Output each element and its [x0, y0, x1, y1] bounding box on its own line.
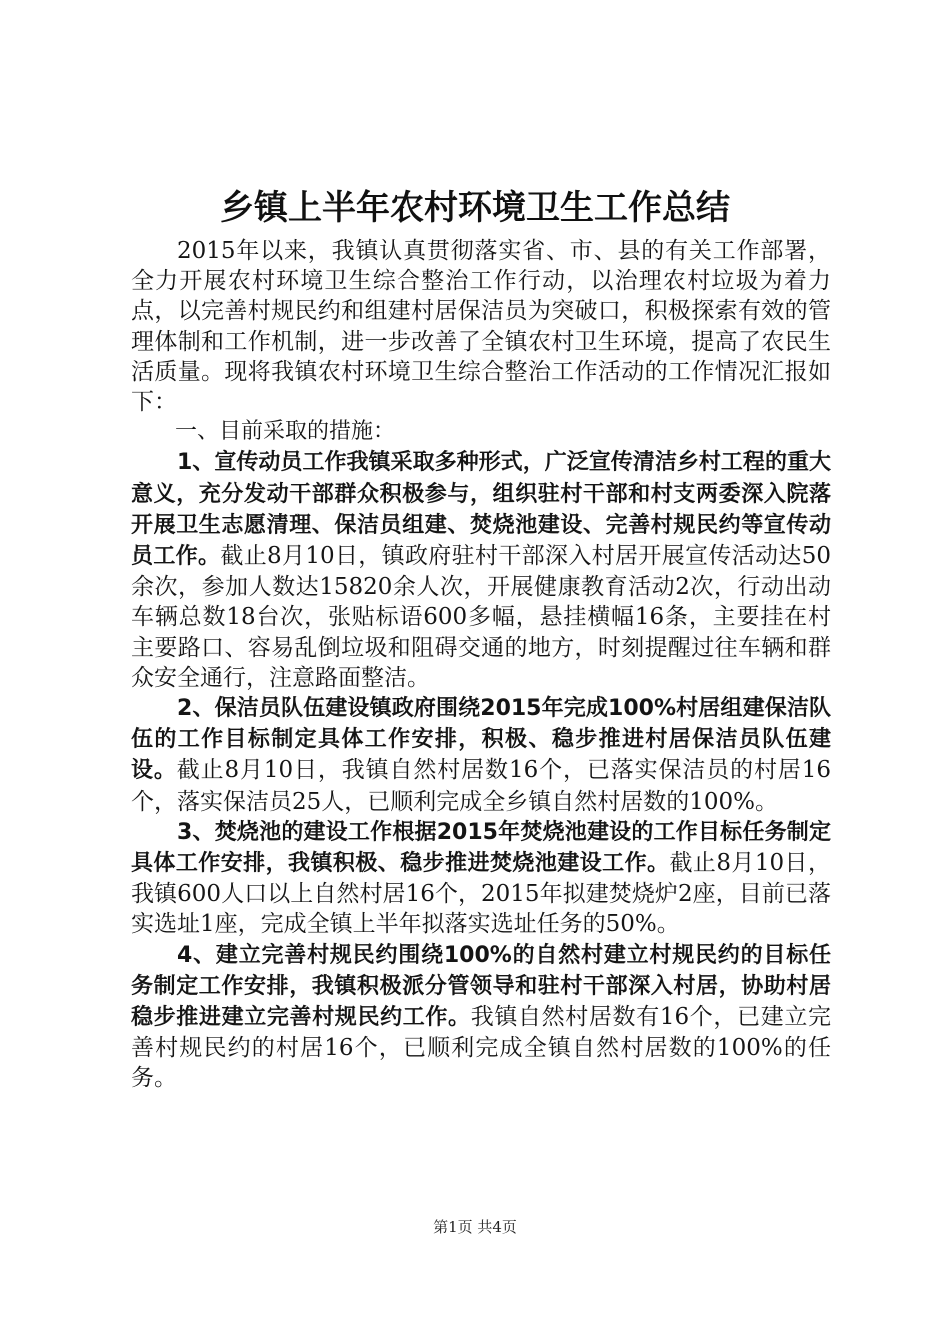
- intro-paragraph: 2015年以来，我镇认真贯彻落实省、市、县的有关工作部署，全力开展农村环境卫生综合整治工作行动，以治理农村垃圾为着力点，以完善村规民约和组建村居保洁员为突破口，积极探索有效的管理体制和工作机制，进一步改善了全镇农村卫生环境，提高了农民生活质量。现将我镇农村环境卫生综合整治工作活动的工作情况汇报如下：: [131, 238, 831, 416]
- item-paragraph-1: [131, 447, 831, 693]
- document-body: [131, 236, 831, 1094]
- page-footer: 第1页 共4页: [433, 1218, 517, 1236]
- item-lead-1: 1、宣传动员工作我镇采取多种形式，广泛宣传清洁乡村工程的重大意义，充分发动干部群众积极参与，组织驻村干部和村支两委深入院落开展卫生志愿清理、保洁员组建、焚烧池建设、完善村规民约等宣传动员工作。: [131, 450, 831, 570]
- item-paragraph-2: [131, 693, 831, 817]
- document-title: 乡镇上半年农村环境卫生工作总结: [220, 188, 730, 228]
- item-text-1: 截止8月10日，镇政府驻村干部深入村居开展宣传活动达50余次，参加人数达15820余人次，开展健康教育活动2次，行动出动车辆总数18台次，张贴标语600多幅，悬挂横幅16条，主要挂在村主要路口、容易乱倒垃圾和阻碍交通的地方，时刻提醒过往车辆和群众安全通行，注意路面整洁。: [131, 543, 831, 691]
- item-text-2: 截止8月10日，我镇自然村居数16个，已落实保洁员的村居16个，落实保洁员25人，已顺利完成全乡镇自然村居数的100%。: [131, 757, 831, 815]
- item-paragraph-3: [131, 817, 831, 940]
- item-lead-3: 3、焚烧池的建设工作根据2015年焚烧池建设的工作目标任务制定具体工作安排，我镇积极、稳步推进焚烧池建设工作。: [131, 819, 831, 877]
- item-lead-2: 2、保洁员队伍建设镇政府围绕2015年完成100%村居组建保洁队伍的工作目标制定具体工作安排，积极、稳步推进村居保洁员队伍建设。: [131, 696, 831, 784]
- item-paragraph-4: [131, 940, 831, 1094]
- item-text-4: 我镇自然村居数有16个，已建立完善村规民约的村居16个，已顺利完成全镇自然村居数的100%的任务。: [131, 1004, 831, 1092]
- item-lead-4: 4、建立完善村规民约围绕100%的自然村建立村规民约的目标任务制定工作安排，我镇积极派分管领导和驻村干部深入村居，协助村居稳步推进建立完善村规民约工作。: [131, 942, 831, 1031]
- item-text-3: 截止8月10日，我镇600人口以上自然村居16个，2015年拟建焚烧炉2座，目前已落实选址1座，完成全镇上半年拟落实选址任务的50%。: [131, 850, 831, 938]
- section-heading: 一、目前采取的措施：: [175, 419, 396, 445]
